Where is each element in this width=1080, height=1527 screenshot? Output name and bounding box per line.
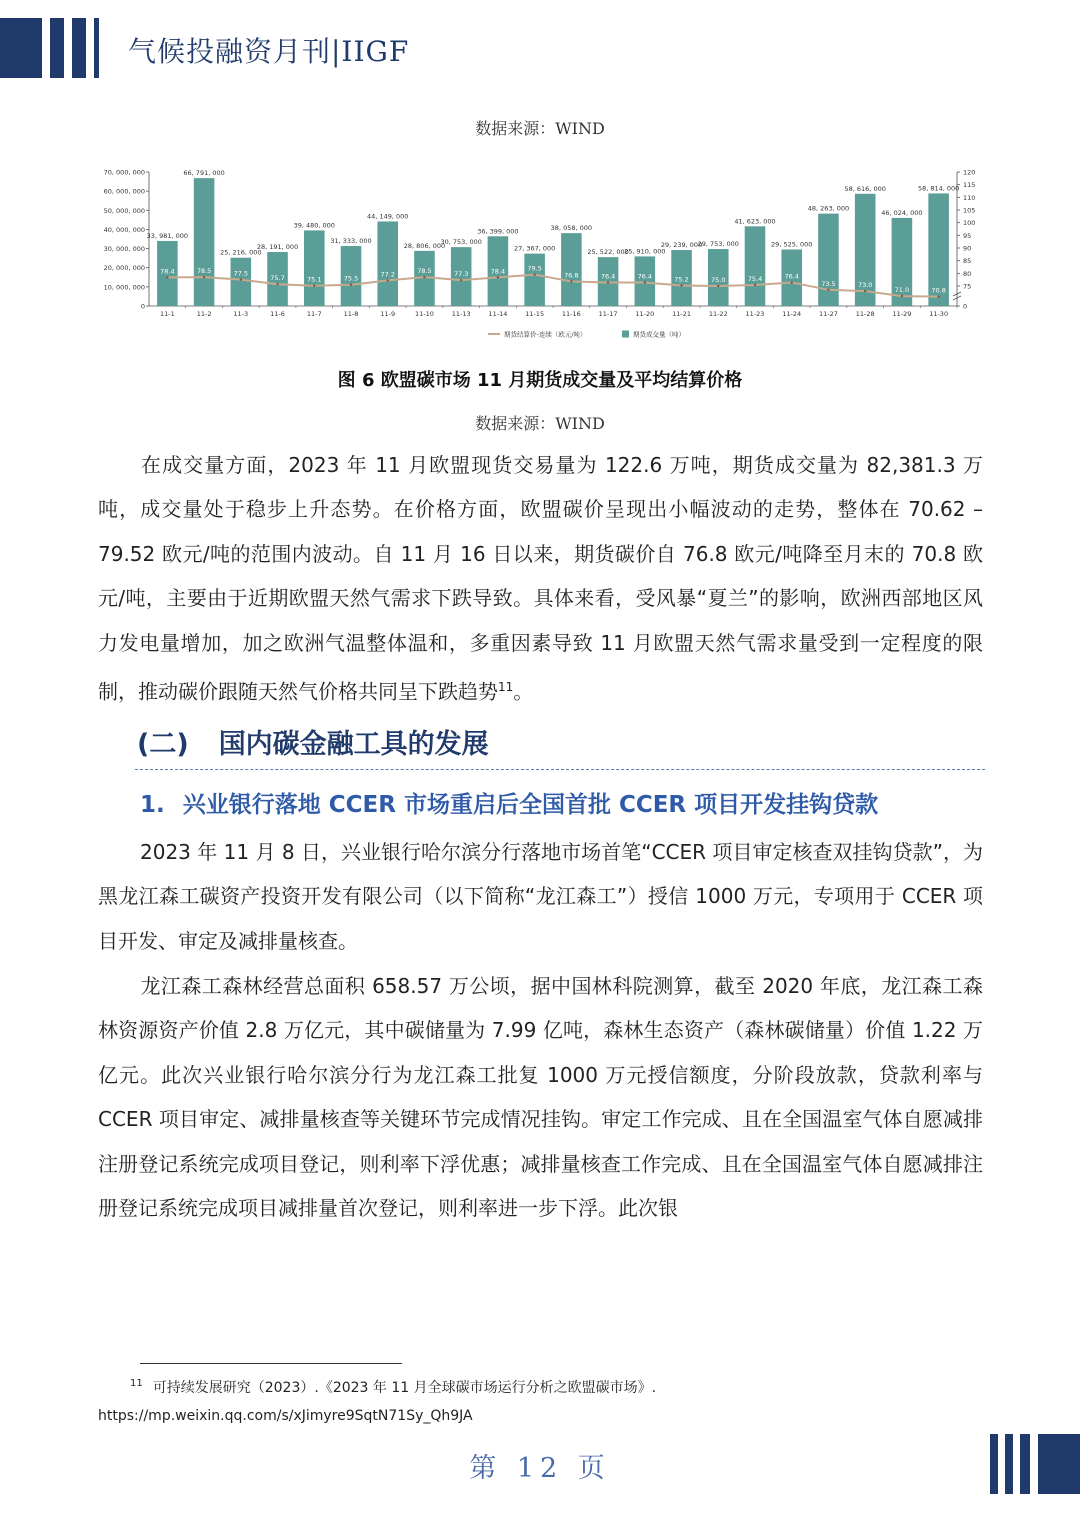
price-point	[901, 295, 903, 297]
source-note-top: 数据来源：WIND	[475, 119, 605, 138]
x-tick-label: 11-28	[855, 310, 875, 318]
footnote-divider	[140, 1363, 402, 1364]
price-point	[276, 283, 278, 285]
price-point	[717, 285, 719, 287]
volume-bar-label: 29, 239, 000	[660, 241, 703, 250]
footnote-ref: 11	[498, 680, 514, 695]
right-tick-label: 120	[963, 168, 976, 177]
right-tick-label: 80	[963, 269, 972, 278]
legend-bar-swatch	[622, 331, 629, 338]
price-label: 79.5	[527, 264, 542, 273]
price-label: 75.2	[674, 275, 689, 284]
price-label: 78.5	[196, 267, 212, 276]
paragraph-tail: 。	[513, 679, 534, 704]
futures-volume-price-chart	[100, 160, 976, 350]
subsection-heading	[140, 786, 878, 819]
price-point	[240, 278, 242, 280]
volume-bar-label: 28, 806, 000	[403, 241, 446, 250]
paragraph-forest	[98, 964, 983, 1230]
price-point	[533, 273, 535, 275]
price-label: 77.2	[380, 270, 395, 279]
volume-bar-label: 29, 525, 000	[771, 240, 813, 249]
paragraph-text: 在成交量方面，2023 年 11 月欧盟现货交易量为 122.6 万吨，期货成交量为 82,381.3 万吨，成交量处于稳步上升态势。在价格方面，欧盟碳价呈现出小幅波动的走势，整体在 70.62 – 79.52 欧元/吨的范围内波动。自 11 月 16 日以来，期货碳价自 76.8 欧元/吨降至月末的 70.8 欧元/吨，主要由于近期欧盟天然气需求下跌导致。具体来看，受风暴“夏兰”的影响，欧洲西部地区风力发电量增加，加之欧洲气温整体温和，多重因素导致 11 月欧盟天然气需求量受到一定程度的限制，推动碳价跟随天然气价格共同呈下跌趋势	[98, 453, 983, 704]
price-point	[203, 276, 205, 278]
x-tick-label: 11-13	[451, 310, 471, 318]
x-tick-label: 11-1	[159, 310, 175, 318]
volume-bar-label: 27, 367, 000	[513, 244, 556, 253]
volume-bar-label: 39, 480, 000	[293, 221, 335, 230]
price-point	[166, 276, 168, 278]
header-title: 气候投融资月刊|IIGF	[128, 35, 410, 68]
left-tick-label: 10, 000, 000	[103, 283, 145, 292]
subsection-title: 兴业银行落地 CCER 市场重启后全国首批 CCER 项目开发挂钩贷款	[182, 792, 879, 818]
left-tick-label: 70, 000, 000	[103, 168, 145, 177]
price-point	[497, 276, 499, 278]
right-tick-label: 95	[963, 231, 972, 240]
x-tick-label: 11-7	[306, 310, 322, 318]
price-point	[350, 284, 352, 286]
volume-bar	[855, 194, 876, 306]
x-tick-label: 11-9	[380, 310, 396, 318]
price-label: 76.8	[564, 271, 579, 280]
price-label: 78.4	[490, 267, 506, 276]
right-tick-label: 110	[963, 193, 976, 202]
price-label: 75.7	[270, 274, 285, 283]
volume-bar-label: 25, 216, 000	[220, 248, 262, 257]
left-tick-label: 40, 000, 000	[103, 225, 145, 234]
x-tick-label: 11-15	[525, 310, 545, 318]
volume-bar-label: 28, 191, 000	[256, 243, 299, 252]
paragraph-text: 2023 年 11 月 8 日，兴业银行哈尔滨分行落地市场首笔“CCER 项目审定核查双挂钩贷款”，为黑龙江森工碳资产投资开发有限公司（以下简称“龙江森工”）授信 1000 万元，专项用于 CCER 项目开发、审定及减排量核查。	[98, 840, 983, 953]
x-tick-label: 11-2	[196, 310, 212, 318]
price-point	[644, 281, 646, 283]
header-bar	[0, 18, 42, 78]
paragraph-text: 龙江森工森林经营总面积 658.57 万公顷，据中国林科院测算，截至 2020 年底，龙江森工森林资源资产价值 2.8 万亿元，其中碳储量为 7.99 亿吨，森林生态资产（森林碳储量）价值 1.22 万亿元。此次兴业银行哈尔滨分行为龙江森工批复 1000 万元授信额度，分阶段放款，贷款利率与 CCER 项目审定、减排量核查等关键环节完成情况挂钩。审定工作完成、且在全国温室气体自愿减排注册登记系统完成项目登记，则利率下浮优惠；减排量核查工作完成、且在全国温室气体自愿减排注册登记系统完成项目减排量首次登记，则利率进一步下浮。此次银	[98, 974, 983, 1221]
section-title: 国内碳金融工具的发展	[218, 729, 489, 760]
right-tick-label: 90	[963, 244, 972, 253]
x-tick-label: 11-23	[745, 310, 765, 318]
price-label: 77.3	[453, 270, 469, 279]
right-tick-label: 0	[963, 302, 968, 311]
price-label: 78.4	[160, 267, 175, 276]
header-bar	[50, 18, 64, 78]
right-tick-label: 105	[963, 206, 976, 215]
volume-bar-label: 25, 522, 000	[587, 248, 629, 257]
volume-bar	[818, 214, 839, 306]
price-label: 73.5	[821, 279, 836, 288]
volume-bar-label: 58, 616, 000	[844, 184, 886, 193]
right-tick-label: 85	[963, 257, 972, 266]
right-tick-label: 115	[963, 181, 976, 190]
footer-bar	[990, 1434, 998, 1494]
volume-bar-label: 25, 910, 000	[624, 247, 666, 256]
price-point	[937, 295, 939, 297]
volume-bar	[524, 254, 545, 306]
x-tick-label: 11-24	[782, 310, 802, 318]
x-tick-label: 11-30	[929, 310, 949, 318]
x-tick-label: 11-20	[635, 310, 655, 318]
volume-bar-label: 66, 791, 000	[183, 169, 225, 178]
volume-bar-label: 36, 399, 000	[477, 227, 519, 236]
header-bar	[94, 18, 99, 78]
section-number: (二)	[137, 729, 189, 760]
left-tick-label: 0	[140, 302, 145, 311]
right-tick-label: 75	[963, 282, 972, 291]
price-point	[864, 290, 866, 292]
x-tick-label: 11-17	[598, 310, 618, 318]
price-point	[460, 279, 462, 281]
volume-bar-label: 31, 333, 000	[330, 237, 372, 246]
price-label: 77.5	[233, 269, 249, 278]
price-point	[827, 289, 829, 291]
footnote-number: 11	[130, 1378, 143, 1390]
left-tick-label: 60, 000, 000	[103, 187, 145, 196]
x-tick-label: 11-27	[819, 310, 838, 318]
footer-bar	[1038, 1434, 1080, 1494]
figure-source: 数据来源：WIND	[475, 414, 605, 433]
x-tick-label: 11-3	[233, 310, 249, 318]
footer-bar	[1005, 1434, 1013, 1494]
volume-bar	[194, 178, 215, 306]
volume-bar-label: 46, 024, 000	[881, 208, 923, 217]
price-label: 75.1	[307, 275, 322, 284]
price-label: 76.4	[637, 272, 653, 281]
volume-bar-label: 58, 814, 000	[917, 184, 960, 193]
section-divider	[135, 769, 985, 770]
volume-bar-label: 33, 981, 000	[146, 231, 189, 240]
volume-bar-label: 29, 753, 000	[697, 240, 739, 249]
price-label: 75.5	[343, 274, 359, 283]
section-heading	[137, 722, 489, 761]
footnote-url[interactable]: https://mp.weixin.qq.com/s/xJimyre9SqtN71Sy_Qh9JA	[98, 1408, 473, 1424]
price-label: 76.4	[784, 272, 799, 281]
footnote-line-1	[130, 1377, 656, 1397]
volume-bar	[377, 221, 398, 306]
x-tick-label: 11-6	[270, 310, 285, 318]
right-tick-label: 100	[963, 219, 976, 228]
left-tick-label: 20, 000, 000	[103, 264, 145, 273]
volume-bar	[635, 256, 656, 306]
volume-bar-label: 41, 623, 000	[734, 217, 776, 226]
header-bar	[72, 18, 86, 78]
price-point	[754, 284, 756, 286]
legend-bar-label: 期货成交量（吨）	[633, 330, 685, 339]
volume-bar-label: 30, 753, 000	[440, 238, 482, 247]
x-tick-label: 11-16	[561, 310, 581, 318]
volume-bar	[304, 230, 325, 306]
page-number: 第 12 页	[469, 1453, 611, 1484]
price-label: 73.0	[857, 281, 873, 290]
price-point	[607, 281, 609, 283]
price-label: 75.4	[747, 274, 763, 283]
price-point	[791, 281, 793, 283]
x-tick-label: 11-14	[488, 310, 508, 318]
paragraph-volume-price	[98, 443, 983, 714]
x-tick-label: 11-22	[708, 310, 728, 318]
figure-caption: 图 6 欧盟碳市场 11 月期货成交量及平均结算价格	[337, 370, 743, 391]
volume-bar	[561, 233, 582, 306]
footer-bar	[1020, 1434, 1030, 1494]
price-point	[570, 280, 572, 282]
price-label: 71.0	[894, 286, 910, 295]
volume-bar-label: 48, 263, 000	[807, 204, 850, 213]
x-tick-label: 11-29	[892, 310, 912, 318]
price-label: 70.8	[931, 286, 946, 295]
x-tick-label: 11-21	[672, 310, 691, 318]
price-label: 76.4	[600, 272, 616, 281]
volume-bar-label: 44, 149, 000	[367, 212, 409, 221]
volume-bar	[745, 226, 766, 306]
price-point	[387, 279, 389, 281]
x-tick-label: 11-8	[343, 310, 359, 318]
price-point	[680, 284, 682, 286]
left-tick-label: 50, 000, 000	[103, 206, 145, 215]
volume-bar	[231, 258, 252, 306]
paragraph-loan	[98, 830, 983, 963]
price-label: 78.5	[417, 267, 432, 276]
legend-line-label: 期货结算价-连续（欧元/吨）	[504, 330, 587, 339]
volume-bar-label: 38, 058, 000	[550, 224, 593, 233]
price-point	[423, 276, 425, 278]
footnote-text: 可持续发展研究（2023）.《2023 年 11 月全球碳市场运行分析之欧盟碳市场》.	[152, 1380, 657, 1396]
x-tick-label: 11-10	[415, 310, 434, 318]
left-tick-label: 30, 000, 000	[103, 245, 145, 254]
subsection-number: 1.	[140, 792, 165, 818]
price-point	[313, 285, 315, 287]
price-label: 75.0	[711, 276, 726, 284]
